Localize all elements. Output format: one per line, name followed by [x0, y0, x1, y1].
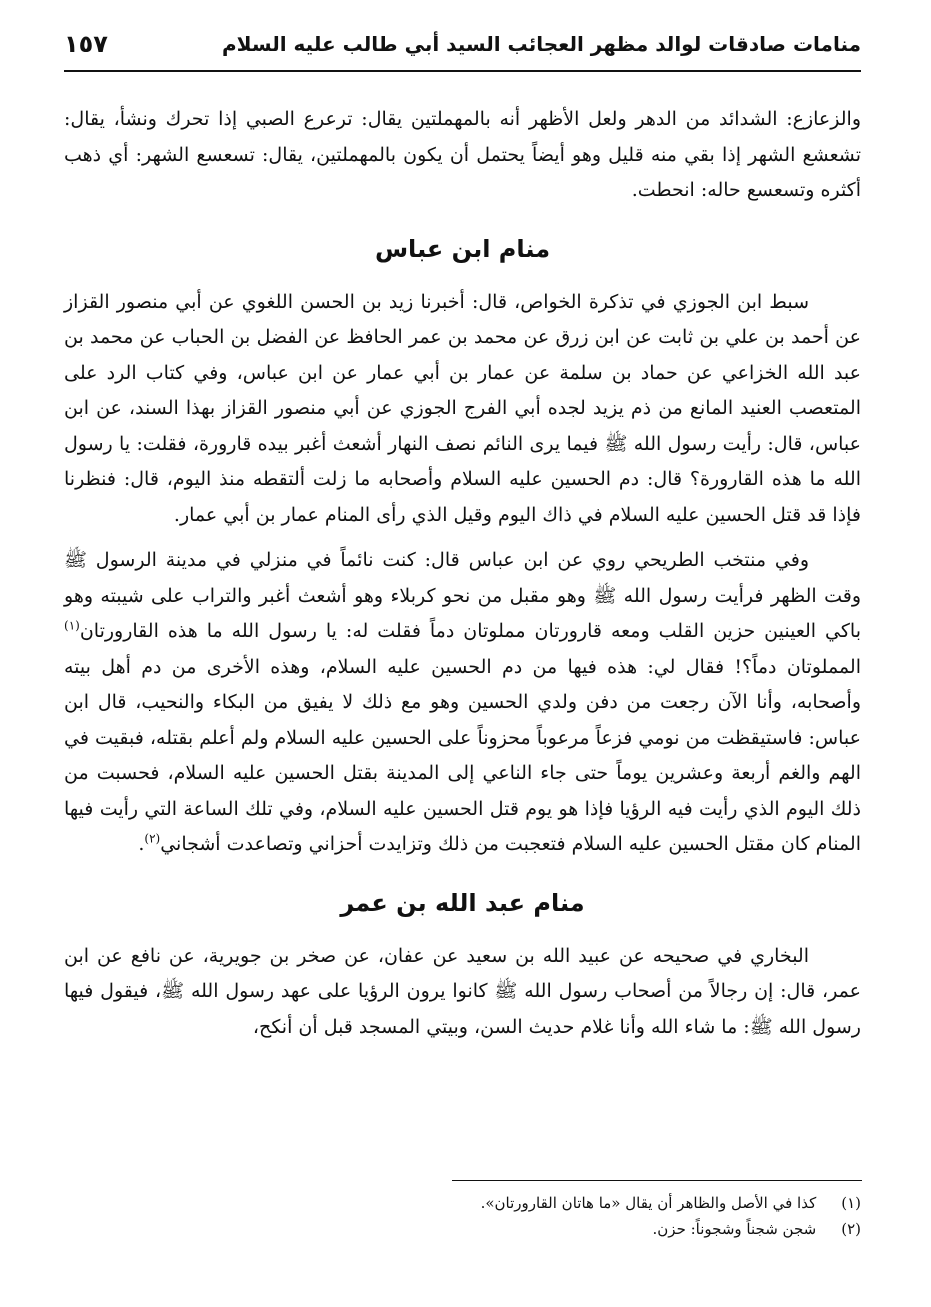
- footnote-ref-1: (١): [64, 618, 80, 633]
- section-title-ibn-abbas: منام ابن عباس: [374, 234, 551, 263]
- page-number: ١٥٧: [64, 30, 108, 58]
- paragraph-3-part-b: المملوتان دماً؟! فقال لي: هذه فيها من دم الحسين عليه السلام، وهذه الأخرى من دم أهل بيته وأصحابه، وأنا الآن رجعت من دفن ولدي الحسين وهو مع ذلك لا يفيق من البكاء والنحيب، قال ابن عباس: فاستيقظت من نومي فزعاً مرعوباً محزوناً على الحسين عليه السلام ولم أعلم بقتله، فبقيت في الهم والغم أربعة وعشرين يوماً حتى جاء الناعي إلى المدينة بقتل الحسين عليه السلام، فحسبت من ذلك اليوم الذي رأيت فيه الرؤيا فإذا هو يوم قتل الحسين عليه السلام، وفي تلك الساعة التي رأيت فيها المنام كان مقتل الحسين عليه السلام فتعجبت من ذلك وتزايدت أحزاني وتصاعدت أشجاني: [64, 655, 861, 855]
- footnote-1: [64, 1190, 861, 1216]
- footnote-number: (٢): [841, 1220, 861, 1238]
- footnote-text: شجن شجناً وشجوناً: حزن.: [652, 1220, 817, 1238]
- footnote-ref-2: (٢): [144, 831, 161, 846]
- page-header: [64, 30, 861, 72]
- paragraph-3: [64, 543, 861, 863]
- paragraph-1: والزعازع: الشدائد من الدهر ولعل الأظهر أنه بالمهملتين يقال: ترعرع الصبي إذا تحرك ونشأ، يقال: تشعشع الشهر إذا بقي منه قليل وهو أيضاً يحتمل أن يكون بالمهملتين، يقال: تسعسع الشهر: أي ذهب أكثره وتسعسع حاله: انحطت.: [64, 108, 861, 201]
- footnote-2: [64, 1216, 861, 1242]
- footnotes: [64, 1190, 861, 1242]
- running-head: منامات صادقات لوالد مظهر العجائب السيد أبي طالب عليه السلام: [222, 32, 861, 56]
- section-title-abdullah-ibn-umar: منام عبد الله بن عمر: [340, 888, 585, 917]
- main-text: [64, 102, 861, 1045]
- paragraph-2: سبط ابن الجوزي في تذكرة الخواص، قال: أخبرنا زيد بن الحسن اللغوي عن أبي منصور القزاز عن أحمد بن علي بن ثابت عن ابن زرق عن محمد بن عمر الحافظ عن الفضل بن الحباب عن محمد بن عبد الله الخزاعي عن حماد بن سلمة عن عمار بن أبي عمار عن ابن عباس، وفي كتاب الرد على المتعصب العنيد المانع من ذم يزيد لجده أبي الفرج الجوزي عن أبي منصور القزاز بهذا السند، عن ابن عباس، قال: رأيت رسول الله ﷺ فيما يرى النائم نصف النهار أشعث أغبر بيده قارورة، فقلت: يا رسول الله ما هذه القارورة؟ قال: دم الحسين عليه السلام وأصحابه ما زلت ألتقطه منذ اليوم، قال: فنظرنا فإذا قد قتل الحسين عليه السلام في ذاك اليوم وقيل الذي رأى المنام عمار بن أبي عمار.: [64, 290, 861, 526]
- paragraph-4: البخاري في صحيحه عن عبيد الله بن سعيد عن عفان، عن صخر بن جويرية، عن نافع عن ابن عمر، قال: إن رجالاً من أصحاب رسول الله ﷺ كانوا يرون الرؤيا على عهد رسول الله ﷺ، فيقول فيها رسول الله ﷺ: ما شاء الله وأنا غلام حديث السن، وبيتي المسجد قبل أن أنكح،: [64, 944, 861, 1038]
- paragraph-3-part-c: .: [138, 833, 145, 855]
- footnote-number: (١): [841, 1194, 861, 1212]
- footnote-divider: [452, 1180, 862, 1181]
- footnote-text: كذا في الأصل والظاهر أن يقال «ما هاتان القارورتان».: [480, 1194, 817, 1212]
- paragraph-3-part-a: وفي منتخب الطريحي روي عن ابن عباس قال: كنت نائماً في منزلي في مدينة الرسول ﷺ وقت الظهر فرأيت رسول الله ﷺ وهو مقبل من نحو كربلاء وهو أشعث أغبر والتراب على شيبته وهو باكي العينين حزين القلب ومعه قارورتان مملوتان دماً فقلت له: يا رسول الله ما هذه القارورتان: [64, 549, 861, 642]
